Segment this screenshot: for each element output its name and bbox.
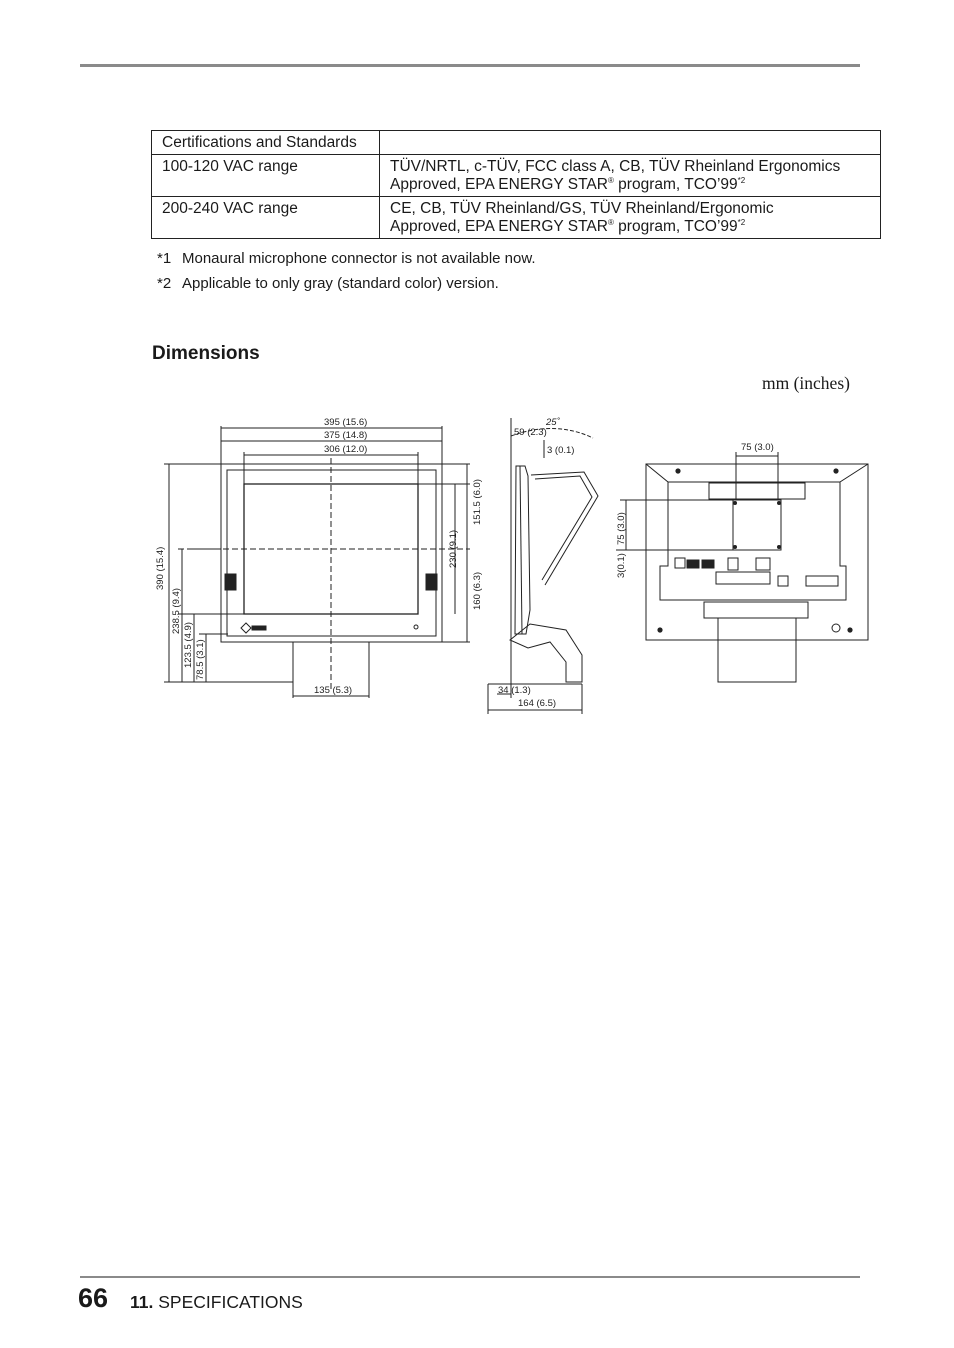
width-375-label: 375 (14.8) [324, 430, 368, 441]
vesa-height-label: 75 (3.0) [616, 512, 627, 545]
chapter-number: 11. [130, 1292, 154, 1312]
registered-mark: ® [607, 217, 614, 227]
footnote-ref: *2 [737, 175, 746, 185]
width-395-label: 395 (15.6) [324, 417, 368, 428]
registered-mark: ® [607, 175, 614, 185]
front-view-drawing [164, 426, 470, 698]
tilt-angle-label: 25˚ [546, 417, 560, 428]
standards-line: Approved, EPA ENERGY STAR [390, 218, 608, 235]
height-78-label: 78.5 (3.1) [195, 639, 206, 680]
height-123-label: 123.5 (4.9) [183, 622, 194, 668]
back-view-drawing [616, 452, 868, 682]
depth-34-label: 34 (1.3) [498, 685, 531, 696]
vesa-offset-label: 3(0.1) [616, 553, 627, 578]
standards-line: CE, CB, TÜV Rheinland/GS, TÜV Rheinland/Ergonomic [390, 200, 774, 217]
standards-line: Approved, EPA ENERGY STAR [390, 176, 608, 193]
height-160-label: 160 (6.3) [472, 571, 483, 610]
chapter-title [130, 1292, 303, 1313]
height-390-label: 390 (15.4) [155, 546, 166, 590]
standards-line: TÜV/NRTL, c-TÜV, FCC class A, CB, TÜV Rheinland Ergonomics [390, 158, 841, 175]
footer-rule [80, 1276, 860, 1278]
range-cell: 100-120 VAC range [152, 155, 380, 197]
depth-59-label: 59 (2.3) [514, 427, 547, 438]
side-view-drawing [488, 418, 598, 714]
height-238-label: 238.5 (9.4) [171, 588, 182, 634]
standards-line: program, TCO’99 [613, 218, 738, 235]
footnote-1: *1 Monaural microphone connector is not available now. [157, 250, 536, 267]
width-306-label: 306 (12.0) [324, 444, 368, 455]
base-135-label: 135 (5.3) [314, 685, 353, 696]
footnote-2: *2 Applicable to only gray (standard color) version. [157, 275, 499, 292]
footnote-ref: *2 [737, 217, 746, 227]
height-151-label: 151.5 (6.0) [472, 479, 483, 525]
height-230-label: 230 (9.1) [448, 529, 459, 568]
table-header-cell: Certifications and Standards [152, 131, 380, 155]
units-label: mm (inches) [762, 373, 850, 393]
vesa-width-label: 75 (3.0) [741, 442, 774, 453]
standards-line: program, TCO’99 [613, 176, 738, 193]
depth-3-label: 3 (0.1) [547, 445, 575, 456]
dimensions-heading: Dimensions [152, 343, 260, 364]
depth-164-label: 164 (6.5) [518, 698, 557, 709]
page-number: 66 [78, 1283, 109, 1313]
range-cell: 200-240 VAC range [152, 197, 380, 239]
chapter-name: SPECIFICATIONS [158, 1292, 303, 1312]
